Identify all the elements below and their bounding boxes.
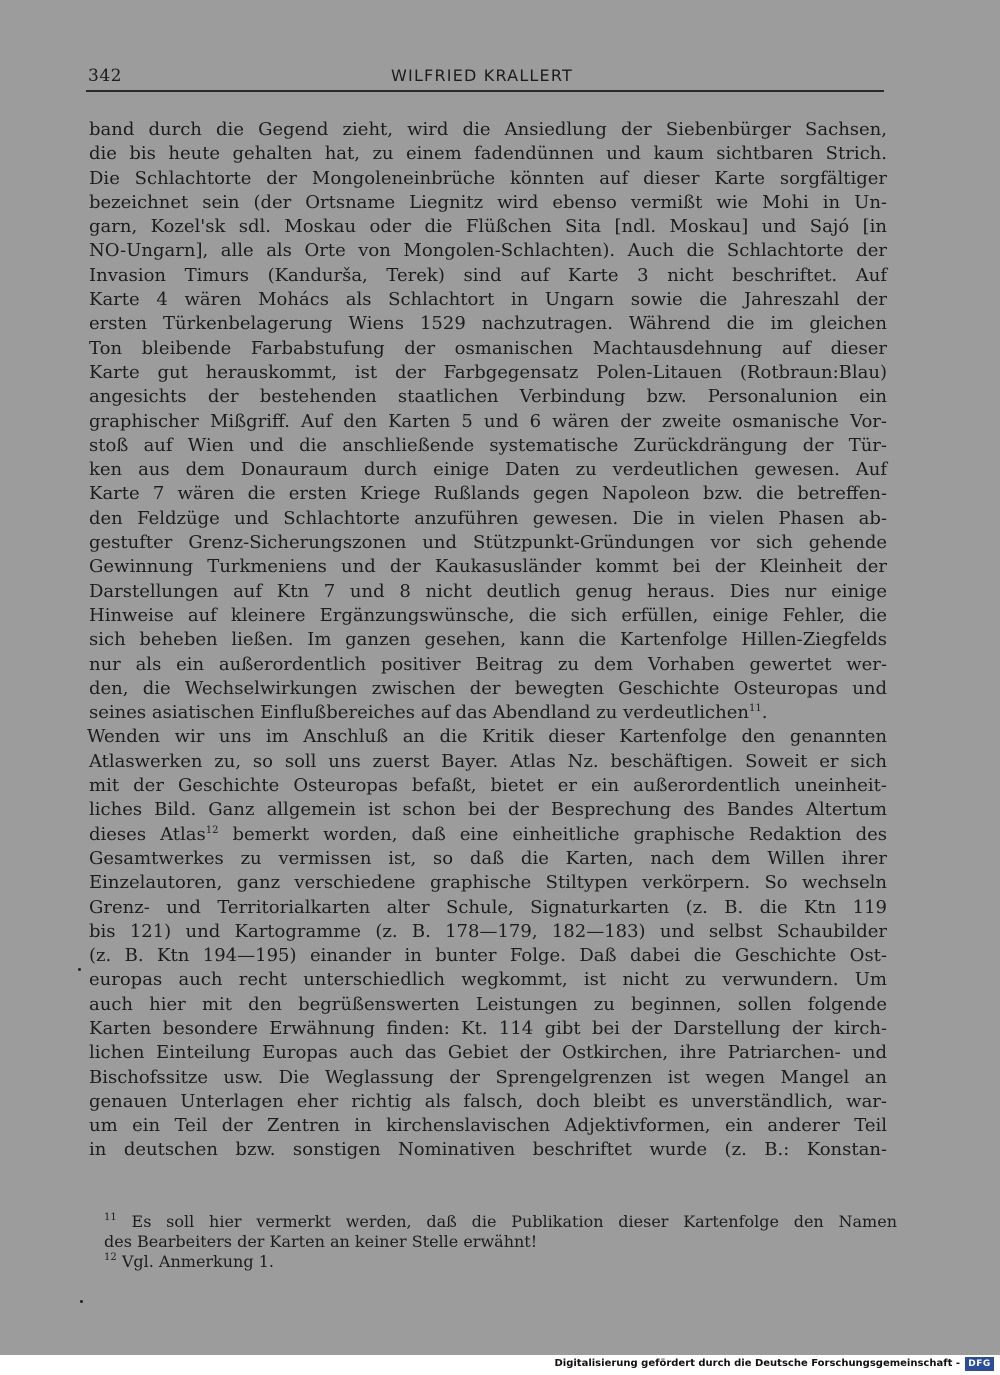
footnotes — [104, 1212, 897, 1272]
scan-speck — [78, 968, 81, 971]
body-line: um ein Teil der Zentren in kirchenslavischen Adjektivformen, ein anderer Teil — [89, 1115, 887, 1137]
body-line-text: dieses Atlas — [89, 823, 206, 845]
body-line: sich beheben ließen. Im ganzen gesehen, kann die Kartenfolge Hillen-Ziegfelds — [89, 629, 887, 651]
footnote-marker: 11 — [104, 1212, 117, 1223]
running-head — [86, 66, 886, 90]
body-line: Karte 4 wären Mohács als Schlachtort in Ungarn sowie die Jahreszahl der — [89, 289, 887, 311]
body-line: europas auch recht unterschiedlich wegkommt, ist nicht zu verwundern. Um — [89, 969, 887, 991]
body-line: Die Schlachtorte der Mongoleneinbrüche könnten auf dieser Karte sorgfältiger — [89, 167, 887, 189]
body-line-with-footnote — [89, 823, 887, 847]
body-line: die bis heute gehalten hat, zu einem fadendünnen und kaum sichtbaren Strich. — [89, 143, 887, 165]
page-number: 342 — [88, 66, 122, 86]
body-line: lichen Einteilung Europas auch das Gebiet der Ostkirchen, ihre Patriarchen- und — [89, 1042, 887, 1064]
body-line-text: seines asiatischen Einflußbereiches auf das Abendland zu verdeutlichen — [89, 702, 749, 724]
body-line: liches Bild. Ganz allgemein ist schon bei der Besprechung des Bandes Altertum — [89, 799, 887, 821]
footnote-text: Vgl. Anmerkung 1. — [116, 1252, 274, 1271]
body-line: angesichts der bestehenden staatlichen Verbindung bzw. Personalunion ein — [89, 386, 887, 408]
body-line: Bischofssitze usw. Die Weglassung der Sprengelgrenzen ist wegen Mangel an — [89, 1066, 887, 1088]
body-line: bis 121) und Kartogramme (z. B. 178—179, 182—183) und selbst Schaubilder — [89, 920, 887, 942]
footnote-ref-12: 12 — [205, 824, 219, 836]
body-line: band durch die Gegend zieht, wird die Ansiedlung der Siebenbürger Sachsen, — [89, 119, 887, 140]
body-line: genauen Unterlagen eher richtig als falsch, doch bleibt es unverständlich, war- — [89, 1090, 887, 1112]
body-line: auch hier mit den begrüßenswerten Leistungen zu beginnen, sollen folgende — [89, 993, 887, 1015]
body-line: garn, Kozel'sk sdl. Moskau oder die Flüßchen Sita [ndl. Moskau] und Sajó [in — [89, 216, 887, 238]
body-line-paragraph-end — [89, 701, 887, 725]
body-line: Karte 7 wären die ersten Kriege Rußlands gegen Napoleon bzw. die betreffen- — [89, 483, 887, 505]
body-text — [89, 118, 887, 1163]
body-line: Karte gut herauskommt, ist der Farbgegensatz Polen-Litauen (Rotbraun:Blau) — [89, 361, 887, 383]
body-line: mit der Geschichte Osteuropas befaßt, bietet er ein außerordentlich uneinheit- — [89, 775, 887, 797]
dfg-logo: DFG — [965, 1357, 994, 1371]
body-line: stoß auf Wien und die anschließende systematische Zurückdrängung der Tür- — [89, 434, 887, 456]
funding-credit: Digitalisierung gefördert durch die Deutsche Forschungsgemeinschaft - — [554, 1358, 960, 1369]
body-line: (z. B. Ktn 194—195) einander in bunter Folge. Daß dabei die Geschichte Ost- — [89, 945, 887, 967]
body-line: Wenden wir uns im Anschluß an die Kritik dieser Kartenfolge den genannten — [87, 726, 887, 748]
body-line: Ton bleibende Farbabstufung der osmanischen Machtausdehnung auf dieser — [89, 337, 887, 359]
footnote-11 — [104, 1212, 897, 1232]
body-line: bezeichnet sein (der Ortsname Liegnitz wird ebenso vermißt wie Mohi in Un- — [89, 191, 887, 213]
footnote-text: des Bearbeiters der Karten an keiner Stelle erwähnt! — [104, 1232, 538, 1251]
body-line-text: bemerkt worden, daß eine einheitliche graphische Redaktion des — [218, 823, 887, 845]
body-line: Gewinnung Turkmeniens und der Kaukasusländer kommt bei der Kleinheit der — [89, 556, 887, 578]
body-line: Atlaswerken zu, so soll uns zuerst Bayer. Atlas Nz. beschäftigen. Soweit er sich — [89, 750, 887, 772]
body-line: Grenz- und Territorialkarten alter Schule, Signaturkarten (z. B. die Ktn 119 — [89, 896, 887, 918]
body-line: Einzelautoren, ganz verschiedene graphische Stiltypen verkörpern. So wechseln — [89, 872, 887, 894]
body-line: Hinweise auf kleinere Ergänzungswünsche, die sich erfüllen, einige Fehler, die — [89, 604, 887, 626]
footnote-marker: 12 — [104, 1252, 117, 1263]
body-line: NO-Ungarn], alle als Orte von Mongolen-Schlachten). Auch die Schlachtorte der — [89, 240, 887, 262]
footnote-12 — [104, 1252, 897, 1272]
body-line: nur als ein außerordentlich positiver Beitrag zu dem Vorhaben gewertet wer- — [89, 653, 887, 675]
body-line: Darstellungen auf Ktn 7 und 8 nicht deutlich genug heraus. Dies nur einige — [89, 580, 887, 602]
digitization-footer — [0, 1355, 1000, 1375]
body-line: in deutschen bzw. sonstigen Nominativen beschriftet wurde (z. B.: Konstan- — [89, 1139, 887, 1161]
header-rule — [86, 90, 884, 92]
body-line: graphischer Mißgriff. Auf den Karten 5 und 6 wären der zweite osmanische Vor- — [89, 410, 887, 432]
body-line: gestufter Grenz-Sicherungszonen und Stützpunkt-Gründungen vor sich gehende — [89, 532, 887, 554]
body-line: den Feldzüge und Schlachtorte anzuführen gewesen. Die in vielen Phasen ab- — [89, 507, 887, 529]
body-line: Gesamtwerkes zu vermissen ist, so daß die Karten, nach dem Willen ihrer — [89, 847, 887, 869]
footnote-ref-11: 11 — [748, 703, 762, 715]
running-title: WILFRIED KRALLERT — [391, 66, 573, 85]
footnote-text: Es soll hier vermerkt werden, daß die Publikation dieser Kartenfolge den Namen — [116, 1212, 897, 1231]
sentence-period: . — [761, 702, 768, 724]
body-line: Invasion Timurs (Kandurša, Terek) sind auf Karte 3 nicht beschriftet. Auf — [89, 264, 887, 286]
footnote-11-continuation — [104, 1232, 897, 1252]
scan-speck — [80, 1300, 83, 1303]
body-line: ken aus dem Donauraum durch einige Daten zu verdeutlichen gewesen. Auf — [89, 459, 887, 481]
body-line: Karten besondere Erwähnung finden: Kt. 114 gibt bei der Darstellung der kirch- — [89, 1017, 887, 1039]
body-line: ersten Türkenbelagerung Wiens 1529 nachzutragen. Während die im gleichen — [89, 313, 887, 335]
body-line: den, die Wechselwirkungen zwischen der bewegten Geschichte Osteuropas und — [89, 677, 887, 699]
